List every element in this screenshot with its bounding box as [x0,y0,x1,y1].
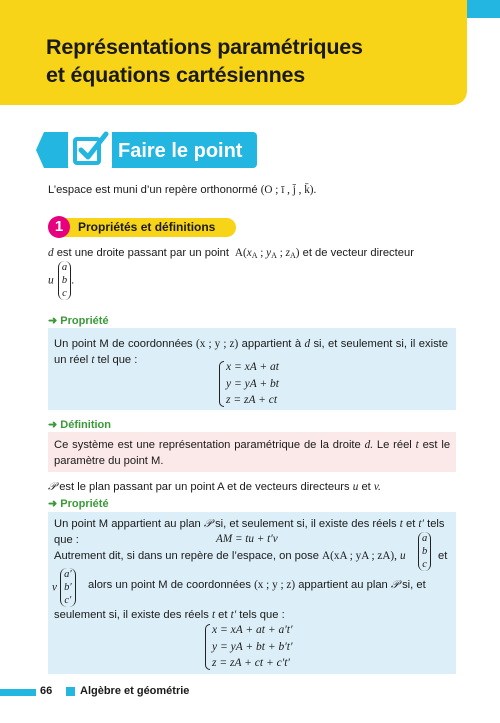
definition-text: Ce système est une représentation paramétrique de la droite d. Le réel t est le paramètre du point M. [54,439,451,468]
and-word: et [438,550,448,562]
vector-relation: AM = tu + t′v [216,533,278,545]
parametric-system-plane [205,622,292,672]
direction-vector-u: u a b c . [48,262,75,299]
section-title: Propriétés et définitions [78,220,216,234]
property2-line1: Un point M appartient au plan 𝒫 si, et seulement si, il existe des réels t et t′ tels [54,518,445,530]
footer-square-icon [66,687,75,696]
frame-notation: (O ; ī , j̄ , k̄). [260,184,317,196]
plane-sentence: 𝒫 est le plan passant par un point A et de vecteurs directeurs u et v. [48,481,381,493]
check-icon [68,128,112,172]
parametric-system-line [219,359,279,409]
title-line-2: et équations cartésiennes [46,63,306,87]
line-definition: d est une droite passant par un point $A(x_A$ ; $y_A$ ; $z_A$) et de vecteur directeur [48,247,414,260]
definition-label: ➜ Définition [48,419,111,431]
property-text: Un point M de coordonnées (x ; y ; z) appartient à d si, et seulement si, il existe un réel t tel que : [54,338,448,367]
faire-le-point-banner [44,128,257,172]
vector-v-coords: v a′ b′ c′ [52,568,76,607]
property2-line2: que : [54,534,79,546]
property2-label: ➜ Propriété [48,498,109,510]
system-row-y: y = yA + bt [226,377,279,390]
page-number: 66 [40,685,53,697]
property2-line3: Autrement dit, si dans un repère de l’espace, on pose A(xA ; yA ; zA), u [54,550,406,562]
title-line-1: Représentations paramétriques [46,35,363,59]
intro-sentence [48,182,456,198]
page-title [46,33,446,89]
footer-bar [0,689,36,696]
vector-u-coords: a b c [418,532,431,571]
property2-line4: alors un point M de coordonnées (x ; y ; z) appartient au plan 𝒫 si, et [88,579,426,591]
property-label: ➜ Propriété [48,315,109,327]
system-row-z: z = zA + ct [226,394,278,406]
banner-label: Faire le point [118,140,243,162]
intro-text: L’espace est muni d’un repère orthonormé [48,184,258,196]
system2-row-x: x = xA + at + a′t′ [212,624,293,636]
property2-line5: seulement si, il existe des réels t et t′ tels que : [54,609,285,621]
chapter-name: Algèbre et géométrie [80,685,190,697]
system2-row-y: y = yA + bt + b′t′ [212,640,293,653]
system2-row-z: z = zA + ct + c′t′ [212,657,290,669]
section-number: 1 [48,216,70,238]
system-row-x: x = xA + at [226,361,279,373]
header-accent-tab [467,0,500,18]
